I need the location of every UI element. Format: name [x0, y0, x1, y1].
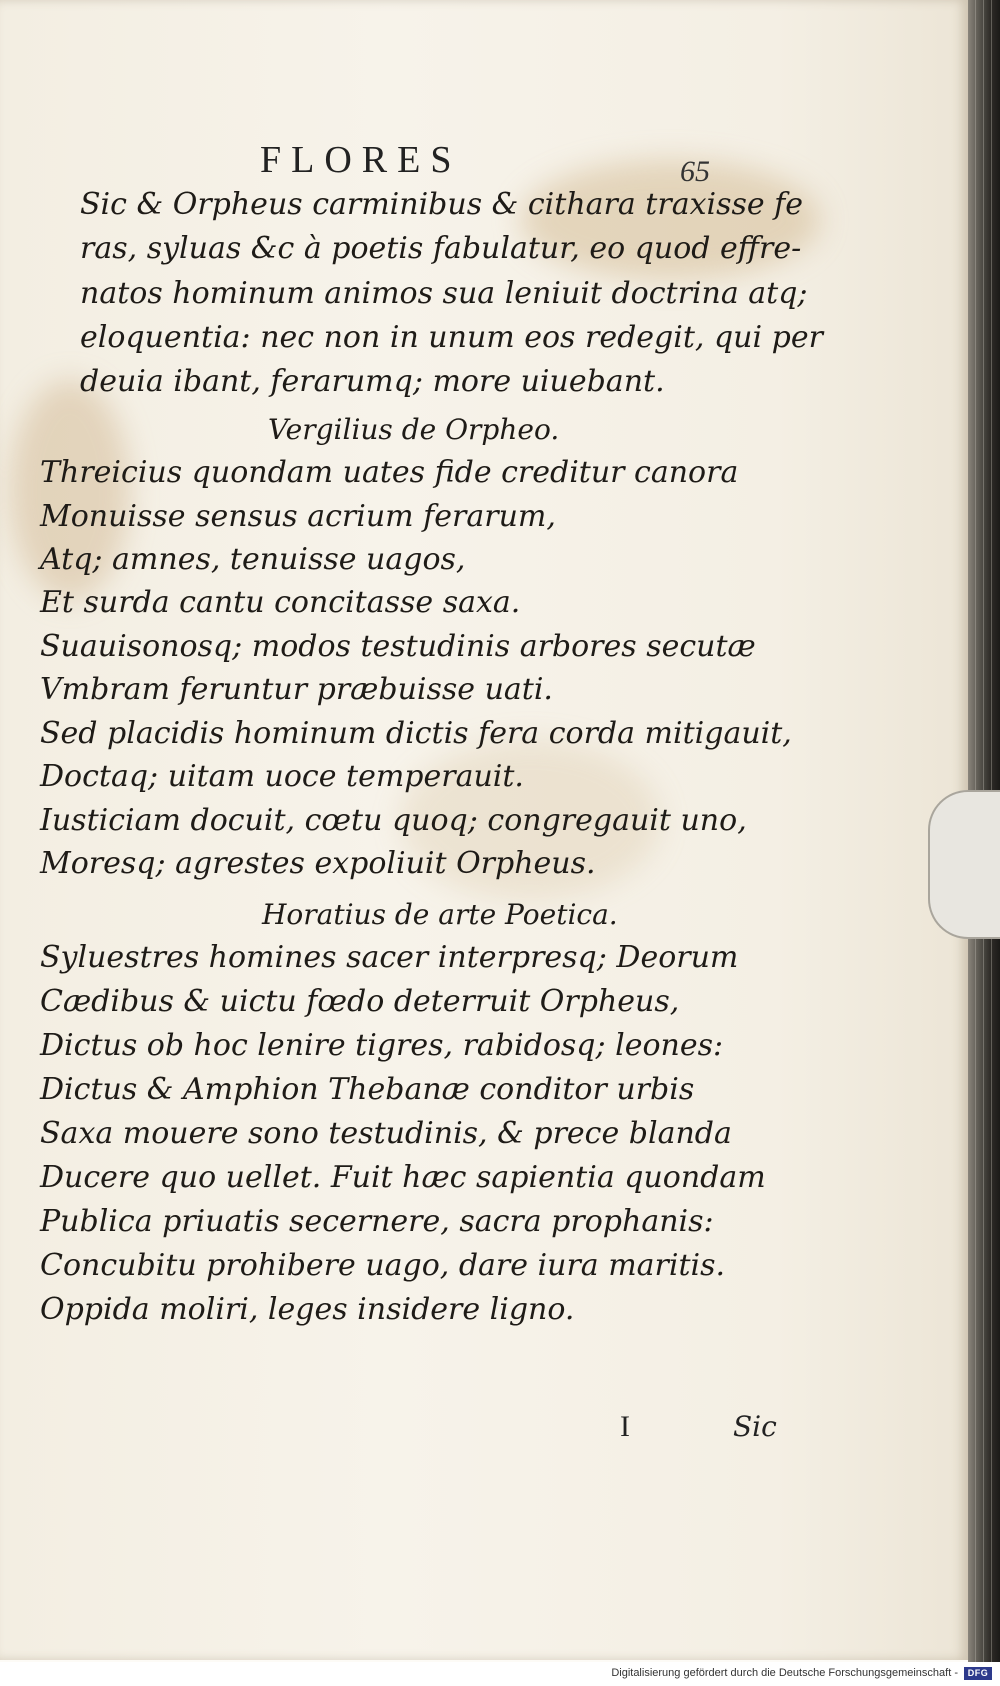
footer-bar	[0, 1662, 1000, 1686]
text-line: Sic & Orpheus carminibus & cithara traxisse fe	[80, 187, 804, 222]
footer-credit: Digitalisierung gefördert durch die Deutsche Forschungsgemeinschaft -	[611, 1667, 958, 1679]
verse-line: Dictus ob hoc lenire tigres, rabidosq; leones:	[40, 1028, 724, 1063]
text-line: ras, syluas &c à poetis fabulatur, eo quod effre-	[80, 231, 802, 266]
page-number: 65	[680, 155, 710, 188]
verse-line: Atq; amnes, tenuisse uagos,	[40, 542, 466, 577]
verse-line: Cædibus & uictu fœdo deterruit Orpheus,	[40, 984, 680, 1019]
verse-line: Et surda cantu concitasse saxa.	[40, 585, 521, 620]
signature-mark: I	[620, 1410, 630, 1443]
verse-line: Iusticiam docuit, cœtu quoq; congregauit uno,	[40, 803, 747, 838]
verse-line: Publica priuatis secernere, sacra prophanis:	[40, 1204, 714, 1239]
verse-line: Threicius quondam uates fide creditur canora	[40, 455, 739, 490]
book-clip	[928, 790, 1000, 939]
text-line: natos hominum animos sua leniuit doctrina atq;	[80, 276, 808, 311]
verse-line: Concubitu prohibere uago, dare iura maritis.	[40, 1248, 726, 1283]
section-heading: Vergilius de Orpheo.	[268, 413, 560, 446]
section-heading: Horatius de arte Poetica.	[262, 898, 618, 931]
dfg-logo-icon: DFG	[964, 1667, 992, 1680]
verse-line: Oppida moliri, leges insidere ligno.	[40, 1292, 575, 1327]
verse-line: Syluestres homines sacer interpresq; Deorum	[40, 940, 739, 975]
running-head: FLORES	[260, 139, 462, 181]
verse-line: Saxa mouere sono testudinis, & prece blanda	[40, 1116, 732, 1151]
verse-line: Doctaq; uitam uoce temperauit.	[40, 759, 524, 794]
text-line: deuia ibant, ferarumq; more uiuebant.	[80, 364, 665, 399]
verse-line: Suauisonosq; modos testudinis arbores secutæ	[40, 629, 756, 664]
verse-line: Moresq; agrestes expoliuit Orpheus.	[40, 846, 596, 881]
verse-line: Sed placidis hominum dictis fera corda mitigauit,	[40, 716, 792, 751]
text-line: eloquentia: nec non in unum eos redegit, qui per	[80, 320, 823, 355]
verse-line: Vmbram feruntur præbuisse uati.	[40, 672, 553, 707]
catchword: Sic	[733, 1410, 777, 1443]
verse-line: Ducere quo uellet. Fuit hæc sapientia quondam	[40, 1160, 766, 1195]
verse-line: Dictus & Amphion Thebanæ conditor urbis	[40, 1072, 695, 1107]
verse-line: Monuisse sensus acrium ferarum,	[40, 499, 556, 534]
